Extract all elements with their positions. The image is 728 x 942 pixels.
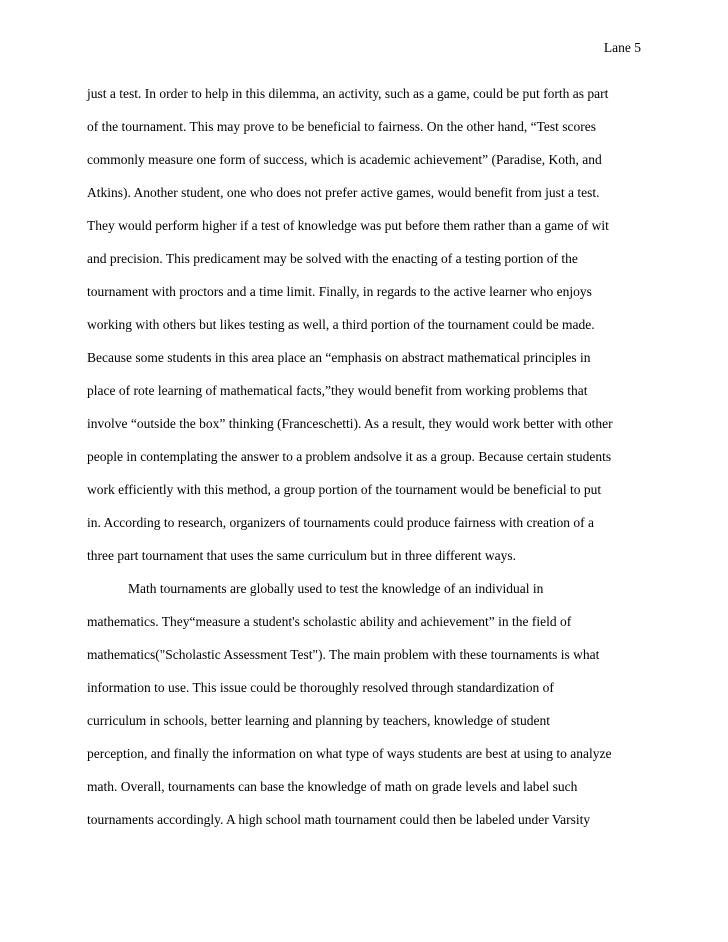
body-line: place of rote learning of mathematical facts,”they would benefit from working problems that [87,383,588,398]
body-line: curriculum in schools, better learning and planning by teachers, knowledge of student [87,713,550,728]
body-line: mathematics("Scholastic Assessment Test"). The main problem with these tournaments is what [87,647,600,662]
body-line: people in contemplating the answer to a problem andsolve it as a group. Because certain students [87,449,612,464]
body-line: involve “outside the box” thinking (Franceschetti). As a result, they would work better with other [87,416,613,431]
running-head: Lane 5 [603,40,641,55]
body-line: tournament with proctors and a time limit. Finally, in regards to the active learner who enjoys [87,284,592,299]
body-line: of the tournament. This may prove to be beneficial to fairness. On the other hand, “Test scores [87,119,597,134]
body-line: Atkins). Another student, one who does not prefer active games, would benefit from just a test. [87,185,600,200]
body-line: They would perform higher if a test of knowledge was put before them rather than a game of wit [87,218,609,233]
body-line: three part tournament that uses the same curriculum but in three different ways. [87,548,516,563]
body-line: commonly measure one form of success, which is academic achievement” (Paradise, Koth, and [87,152,602,167]
body-line: perception, and finally the information on what type of ways students are best at using to analyze [87,746,612,761]
body-line: and precision. This predicament may be solved with the enacting of a testing portion of the [87,251,578,266]
body-line: in. According to research, organizers of tournaments could produce fairness with creation of a [87,515,594,530]
body-line: math. Overall, tournaments can base the knowledge of math on grade levels and label such [87,779,578,794]
body-line: just a test. In order to help in this dilemma, an activity, such as a game, could be put forth as part [87,86,609,101]
body-line: work efficiently with this method, a group portion of the tournament would be beneficial to put [87,482,602,497]
body-line: working with others but likes testing as well, a third portion of the tournament could be made. [87,317,595,332]
body-line: tournaments accordingly. A high school math tournament could then be labeled under Varsity [87,812,591,827]
body-line: Because some students in this area place an “emphasis on abstract mathematical principles in [87,350,591,365]
body-line: mathematics. They“measure a student's scholastic ability and achievement” in the field of [87,614,572,629]
body-line: information to use. This issue could be thoroughly resolved through standardization of [87,680,554,695]
paragraph-first-line: Math tournaments are globally used to test the knowledge of an individual in [128,581,544,596]
